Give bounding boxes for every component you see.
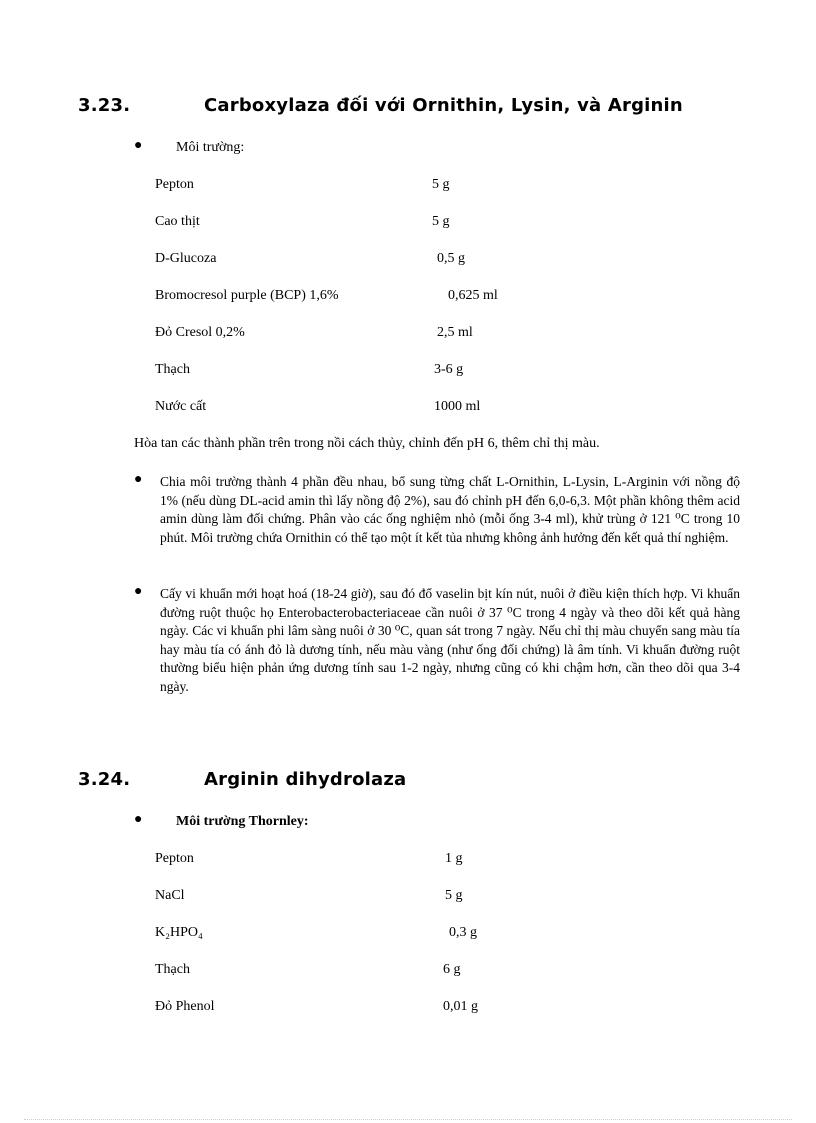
bullet-icon: ● xyxy=(134,472,143,487)
ingredient-amount: 5 g xyxy=(445,888,463,903)
page-footer-divider xyxy=(24,1119,792,1120)
section-number: 3.23. xyxy=(78,95,131,116)
section-title: Carboxylaza đối với Ornithin, Lysin, và Arginin xyxy=(204,95,683,116)
ingredient-amount: 0,01 g xyxy=(443,999,478,1014)
section-title: Arginin dihydrolaza xyxy=(204,769,407,790)
ingredient-name: Thạch xyxy=(155,962,190,977)
instruction-paragraph-2: Cấy vi khuẩn mới hoạt hoá (18-24 giờ), sau đó đổ vaselin bịt kín nút, nuôi ở điều kiện thích hợp. Vi khuẩn đường ruột thuộc họ Enterobacterobacteriaceae cần nuôi ở 37 ⁰C trong 4 ngày và theo dõi kết quả hàng ngày. Các vi khuẩn phi lâm sàng nuôi ở 30 ⁰C, quan sát trong 7 ngày. Nếu chỉ thị màu chuyển sang màu tía hay màu tía có ánh đỏ là dương tính, nếu màu vàng (như ống đối chứng) là âm tính. Vi khuẩn đường ruột thường biểu hiện phản ứng dương tính sau 1-2 ngày, nhưng cũng có khi chậm hơn, cần theo dõi qua 3-4 ngày. xyxy=(160,586,740,694)
ingredient-name: Đỏ Cresol 0,2% xyxy=(155,325,245,340)
ingredient-name: K₂HPO₄ xyxy=(155,925,203,940)
ingredient-amount: 5 g xyxy=(432,214,450,229)
ingredient-amount: 6 g xyxy=(443,962,461,977)
bullet-icon: ● xyxy=(134,138,143,153)
ingredient-amount: 1000 ml xyxy=(434,399,481,414)
ingredient-amount: 2,5 ml xyxy=(437,325,473,340)
ingredient-name: NaCl xyxy=(155,888,185,903)
ingredient-amount: 3-6 g xyxy=(434,362,464,377)
ingredient-name: Cao thịt xyxy=(155,214,200,229)
section-number: 3.24. xyxy=(78,769,131,790)
ingredient-name: Nước cất xyxy=(155,399,207,414)
ingredient-name: Đỏ Phenol xyxy=(155,999,215,1014)
ingredient-name: D-Glucoza xyxy=(155,251,217,266)
instruction-paragraph-1: Chia môi trường thành 4 phần đều nhau, bổ sung từng chất L-Ornithin, L-Lysin, L-Arginin với nồng độ 1% (nếu dùng DL-acid amin thì lấy nồng độ 2%), sau đó chỉnh pH đến 6,0-6,3. Một phần không thêm acid amin dùng làm đối chứng. Phân vào các ống nghiệm nhỏ (mỗi ống 3-4 ml), khử trùng ở 121 ⁰C trong 10 phút. Môi trường chứa Ornithin có thể tạo một ít kết tủa nhưng không ảnh hưởng đến kết quả thí nghiệm. xyxy=(160,474,740,545)
dissolve-note: Hòa tan các thành phần trên trong nồi cách thủy, chỉnh đến pH 6, thêm chỉ thị màu. xyxy=(134,436,600,451)
medium-label: Môi trường: xyxy=(176,140,245,155)
ingredient-amount: 0,625 ml xyxy=(448,288,498,303)
bullet-icon: ● xyxy=(134,584,143,599)
ingredient-amount: 0,3 g xyxy=(449,925,477,940)
bullet-icon: ● xyxy=(134,812,143,827)
ingredient-name: Pepton xyxy=(155,851,194,866)
ingredient-amount: 0,5 g xyxy=(437,251,465,266)
ingredient-amount: 5 g xyxy=(432,177,450,192)
ingredient-amount: 1 g xyxy=(445,851,463,866)
ingredient-name: Thạch xyxy=(155,362,190,377)
medium-label: Môi trường Thornley: xyxy=(176,814,309,829)
ingredient-name: Bromocresol purple (BCP) 1,6% xyxy=(155,288,339,303)
ingredient-name: Pepton xyxy=(155,177,194,192)
